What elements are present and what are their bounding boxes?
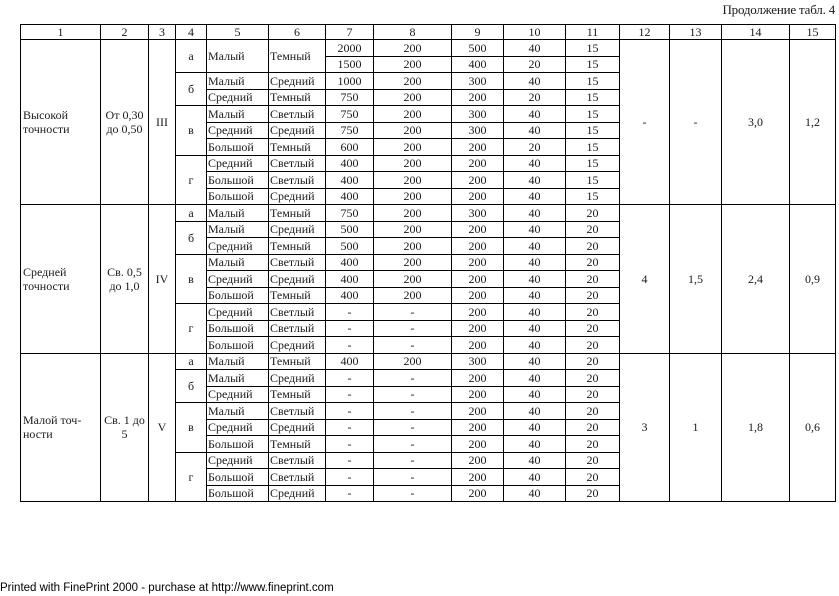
- illuminance-single-cell: 200: [452, 403, 504, 420]
- glare-index-cell: 20: [504, 139, 566, 156]
- illuminance-single-cell: 200: [452, 271, 504, 288]
- illuminance-general-cell: -: [374, 469, 452, 486]
- glare-index-cell: 40: [504, 469, 566, 486]
- glare-index-cell: 40: [504, 353, 566, 370]
- glare-index-cell: 40: [504, 40, 566, 57]
- pulsation-coefficient-cell: 15: [566, 188, 620, 205]
- subcategory-cell: б: [176, 370, 207, 403]
- table-row: [21, 40, 836, 57]
- size-range-cell: Св. 0,5 до 1,0: [101, 205, 149, 354]
- illuminance-single-cell: 200: [452, 155, 504, 172]
- illuminance-single-cell: 300: [452, 205, 504, 222]
- glare-index-cell: 40: [504, 304, 566, 321]
- natural-light-top-cell: -: [620, 40, 670, 205]
- contrast-cell: Малый: [207, 353, 269, 370]
- natural-light-side-cell: -: [670, 40, 722, 205]
- background-cell: Средний: [269, 485, 326, 502]
- pulsation-coefficient-cell: 15: [566, 122, 620, 139]
- illuminance-general-cell: -: [374, 419, 452, 436]
- work-category-cell: III: [149, 40, 176, 205]
- contrast-cell: Средний: [207, 419, 269, 436]
- illuminance-single-cell: 200: [452, 485, 504, 502]
- glare-index-cell: 40: [504, 370, 566, 387]
- pulsation-coefficient-cell: 20: [566, 221, 620, 238]
- subcategory-cell: г: [176, 452, 207, 502]
- illuminance-general-cell: 200: [374, 287, 452, 304]
- contrast-cell: Большой: [207, 485, 269, 502]
- illuminance-general-cell: 200: [374, 122, 452, 139]
- illuminance-combined-cell: -: [326, 320, 374, 337]
- column-header-11: 11: [566, 25, 620, 40]
- background-cell: Темный: [269, 139, 326, 156]
- illuminance-combined-cell: 1500: [326, 56, 374, 73]
- glare-index-cell: 40: [504, 205, 566, 222]
- pulsation-coefficient-cell: 15: [566, 106, 620, 123]
- natural-light-top-cell: 3: [620, 353, 670, 502]
- background-cell: Темный: [269, 89, 326, 106]
- illuminance-general-cell: 200: [374, 89, 452, 106]
- pulsation-coefficient-cell: 20: [566, 254, 620, 271]
- illuminance-general-cell: 200: [374, 353, 452, 370]
- background-cell: Темный: [269, 353, 326, 370]
- contrast-cell: Малый: [207, 40, 269, 73]
- combined-light-side-cell: 0,6: [790, 353, 836, 502]
- pulsation-coefficient-cell: 20: [566, 370, 620, 387]
- illuminance-general-cell: 200: [374, 205, 452, 222]
- glare-index-cell: 40: [504, 337, 566, 354]
- illuminance-combined-cell: 400: [326, 188, 374, 205]
- illuminance-single-cell: 200: [452, 436, 504, 453]
- illuminance-combined-cell: -: [326, 304, 374, 321]
- contrast-cell: Большой: [207, 436, 269, 453]
- illuminance-combined-cell: 1000: [326, 73, 374, 90]
- illuminance-combined-cell: -: [326, 452, 374, 469]
- illuminance-combined-cell: 750: [326, 106, 374, 123]
- pulsation-coefficient-cell: 20: [566, 287, 620, 304]
- illuminance-general-cell: -: [374, 320, 452, 337]
- illuminance-single-cell: 300: [452, 106, 504, 123]
- background-cell: Средний: [269, 419, 326, 436]
- glare-index-cell: 40: [504, 106, 566, 123]
- precision-class-cell: Высокой точности: [21, 40, 101, 205]
- glare-index-cell: 20: [504, 89, 566, 106]
- illuminance-single-cell: 200: [452, 172, 504, 189]
- contrast-cell: Малый: [207, 73, 269, 90]
- pulsation-coefficient-cell: 15: [566, 155, 620, 172]
- combined-light-top-cell: 3,0: [722, 40, 790, 205]
- column-header-8: 8: [374, 25, 452, 40]
- glare-index-cell: 40: [504, 320, 566, 337]
- subcategory-cell: а: [176, 40, 207, 73]
- glare-index-cell: 40: [504, 386, 566, 403]
- pulsation-coefficient-cell: 20: [566, 403, 620, 420]
- illuminance-single-cell: 200: [452, 188, 504, 205]
- background-cell: Средний: [269, 73, 326, 90]
- column-header-13: 13: [670, 25, 722, 40]
- illuminance-general-cell: -: [374, 370, 452, 387]
- column-header-4: 4: [176, 25, 207, 40]
- pulsation-coefficient-cell: 15: [566, 139, 620, 156]
- pulsation-coefficient-cell: 15: [566, 40, 620, 57]
- contrast-cell: Средний: [207, 122, 269, 139]
- illuminance-single-cell: 200: [452, 419, 504, 436]
- combined-light-top-cell: 2,4: [722, 205, 790, 354]
- illuminance-combined-cell: 400: [326, 172, 374, 189]
- pulsation-coefficient-cell: 20: [566, 337, 620, 354]
- illuminance-general-cell: 200: [374, 73, 452, 90]
- contrast-cell: Большой: [207, 188, 269, 205]
- illuminance-combined-cell: -: [326, 370, 374, 387]
- glare-index-cell: 40: [504, 436, 566, 453]
- illuminance-single-cell: 200: [452, 221, 504, 238]
- glare-index-cell: 40: [504, 221, 566, 238]
- contrast-cell: Малый: [207, 370, 269, 387]
- illuminance-single-cell: 200: [452, 320, 504, 337]
- pulsation-coefficient-cell: 20: [566, 469, 620, 486]
- illuminance-general-cell: 200: [374, 56, 452, 73]
- illuminance-single-cell: 300: [452, 122, 504, 139]
- contrast-cell: Малый: [207, 221, 269, 238]
- table-body: [21, 25, 836, 502]
- glare-index-cell: 40: [504, 403, 566, 420]
- natural-light-side-cell: 1: [670, 353, 722, 502]
- pulsation-coefficient-cell: 15: [566, 56, 620, 73]
- pulsation-coefficient-cell: 20: [566, 205, 620, 222]
- illuminance-combined-cell: 2000: [326, 40, 374, 57]
- glare-index-cell: 40: [504, 155, 566, 172]
- contrast-cell: Средний: [207, 386, 269, 403]
- glare-index-cell: 40: [504, 271, 566, 288]
- illuminance-general-cell: -: [374, 436, 452, 453]
- column-header-2: 2: [101, 25, 149, 40]
- column-header-7: 7: [326, 25, 374, 40]
- background-cell: Светлый: [269, 469, 326, 486]
- illuminance-general-cell: 200: [374, 188, 452, 205]
- illuminance-combined-cell: 400: [326, 271, 374, 288]
- pulsation-coefficient-cell: 20: [566, 452, 620, 469]
- header-row: [21, 25, 836, 40]
- column-header-5: 5: [207, 25, 269, 40]
- column-header-1: 1: [21, 25, 101, 40]
- natural-light-side-cell: 1,5: [670, 205, 722, 354]
- subcategory-cell: б: [176, 73, 207, 106]
- contrast-cell: Средний: [207, 271, 269, 288]
- illuminance-general-cell: -: [374, 337, 452, 354]
- pulsation-coefficient-cell: 15: [566, 172, 620, 189]
- illuminance-combined-cell: 500: [326, 238, 374, 255]
- table-caption: Продолжение табл. 4: [722, 2, 835, 17]
- size-range-cell: От 0,30 до 0,50: [101, 40, 149, 205]
- illuminance-combined-cell: 600: [326, 139, 374, 156]
- illuminance-single-cell: 200: [452, 238, 504, 255]
- background-cell: Светлый: [269, 254, 326, 271]
- contrast-cell: Малый: [207, 106, 269, 123]
- background-cell: Средний: [269, 337, 326, 354]
- contrast-cell: Большой: [207, 287, 269, 304]
- background-cell: Средний: [269, 221, 326, 238]
- illuminance-single-cell: 200: [452, 89, 504, 106]
- illuminance-single-cell: 300: [452, 353, 504, 370]
- pulsation-coefficient-cell: 20: [566, 320, 620, 337]
- subcategory-cell: г: [176, 155, 207, 205]
- background-cell: Светлый: [269, 452, 326, 469]
- contrast-cell: Большой: [207, 139, 269, 156]
- illuminance-single-cell: 200: [452, 254, 504, 271]
- subcategory-cell: в: [176, 403, 207, 453]
- pulsation-coefficient-cell: 15: [566, 89, 620, 106]
- illuminance-combined-cell: -: [326, 485, 374, 502]
- glare-index-cell: 40: [504, 419, 566, 436]
- background-cell: Темный: [269, 205, 326, 222]
- pulsation-coefficient-cell: 20: [566, 353, 620, 370]
- contrast-cell: Большой: [207, 337, 269, 354]
- illuminance-general-cell: 200: [374, 172, 452, 189]
- illuminance-general-cell: 200: [374, 271, 452, 288]
- contrast-cell: Большой: [207, 320, 269, 337]
- contrast-cell: Средний: [207, 238, 269, 255]
- pulsation-coefficient-cell: 20: [566, 485, 620, 502]
- illuminance-single-cell: 200: [452, 452, 504, 469]
- illuminance-combined-cell: 400: [326, 353, 374, 370]
- column-header-15: 15: [790, 25, 836, 40]
- illuminance-single-cell: 200: [452, 386, 504, 403]
- illuminance-general-cell: 200: [374, 155, 452, 172]
- illuminance-single-cell: 200: [452, 287, 504, 304]
- illuminance-general-cell: -: [374, 386, 452, 403]
- illuminance-general-cell: 200: [374, 40, 452, 57]
- subcategory-cell: б: [176, 221, 207, 254]
- natural-light-top-cell: 4: [620, 205, 670, 354]
- illuminance-general-cell: 200: [374, 238, 452, 255]
- pulsation-coefficient-cell: 15: [566, 73, 620, 90]
- contrast-cell: Малый: [207, 254, 269, 271]
- pulsation-coefficient-cell: 20: [566, 304, 620, 321]
- illuminance-combined-cell: 750: [326, 122, 374, 139]
- background-cell: Средний: [269, 122, 326, 139]
- subcategory-cell: а: [176, 353, 207, 370]
- work-category-cell: IV: [149, 205, 176, 354]
- illuminance-combined-cell: -: [326, 419, 374, 436]
- glare-index-cell: 40: [504, 172, 566, 189]
- subcategory-cell: в: [176, 106, 207, 156]
- background-cell: Темный: [269, 386, 326, 403]
- illuminance-combined-cell: 400: [326, 254, 374, 271]
- illuminance-combined-cell: -: [326, 469, 374, 486]
- illuminance-combined-cell: -: [326, 403, 374, 420]
- pulsation-coefficient-cell: 20: [566, 238, 620, 255]
- background-cell: Темный: [269, 40, 326, 73]
- contrast-cell: Большой: [207, 172, 269, 189]
- table-row: [21, 205, 836, 222]
- combined-light-side-cell: 0,9: [790, 205, 836, 354]
- illuminance-combined-cell: -: [326, 436, 374, 453]
- illuminance-single-cell: 400: [452, 56, 504, 73]
- background-cell: Средний: [269, 271, 326, 288]
- illuminance-general-cell: 200: [374, 139, 452, 156]
- lighting-norms-table: [20, 24, 836, 502]
- background-cell: Темный: [269, 287, 326, 304]
- illuminance-combined-cell: 400: [326, 287, 374, 304]
- background-cell: Средний: [269, 370, 326, 387]
- background-cell: Светлый: [269, 106, 326, 123]
- illuminance-single-cell: 200: [452, 337, 504, 354]
- contrast-cell: Большой: [207, 469, 269, 486]
- glare-index-cell: 40: [504, 452, 566, 469]
- contrast-cell: Средний: [207, 155, 269, 172]
- illuminance-combined-cell: 750: [326, 205, 374, 222]
- column-header-6: 6: [269, 25, 326, 40]
- background-cell: Средний: [269, 188, 326, 205]
- illuminance-general-cell: -: [374, 485, 452, 502]
- illuminance-general-cell: -: [374, 304, 452, 321]
- illuminance-single-cell: 500: [452, 40, 504, 57]
- background-cell: Светлый: [269, 155, 326, 172]
- background-cell: Темный: [269, 436, 326, 453]
- table-row: [21, 353, 836, 370]
- illuminance-general-cell: -: [374, 403, 452, 420]
- pulsation-coefficient-cell: 20: [566, 271, 620, 288]
- contrast-cell: Средний: [207, 304, 269, 321]
- column-header-10: 10: [504, 25, 566, 40]
- column-header-9: 9: [452, 25, 504, 40]
- size-range-cell: Св. 1 до 5: [101, 353, 149, 502]
- illuminance-single-cell: 200: [452, 139, 504, 156]
- pulsation-coefficient-cell: 20: [566, 436, 620, 453]
- subcategory-cell: в: [176, 254, 207, 304]
- background-cell: Светлый: [269, 320, 326, 337]
- illuminance-combined-cell: 500: [326, 221, 374, 238]
- pulsation-coefficient-cell: 20: [566, 419, 620, 436]
- contrast-cell: Средний: [207, 452, 269, 469]
- illuminance-combined-cell: -: [326, 386, 374, 403]
- subcategory-cell: г: [176, 304, 207, 354]
- column-header-3: 3: [149, 25, 176, 40]
- illuminance-single-cell: 300: [452, 73, 504, 90]
- column-header-14: 14: [722, 25, 790, 40]
- background-cell: Светлый: [269, 172, 326, 189]
- contrast-cell: Малый: [207, 205, 269, 222]
- glare-index-cell: 40: [504, 122, 566, 139]
- glare-index-cell: 40: [504, 485, 566, 502]
- illuminance-general-cell: -: [374, 452, 452, 469]
- glare-index-cell: 40: [504, 73, 566, 90]
- background-cell: Светлый: [269, 403, 326, 420]
- background-cell: Светлый: [269, 304, 326, 321]
- contrast-cell: Средний: [207, 89, 269, 106]
- glare-index-cell: 40: [504, 188, 566, 205]
- glare-index-cell: 40: [504, 238, 566, 255]
- column-header-12: 12: [620, 25, 670, 40]
- precision-class-cell: Малой точ- ности: [21, 353, 101, 502]
- illuminance-combined-cell: -: [326, 337, 374, 354]
- illuminance-single-cell: 200: [452, 304, 504, 321]
- combined-light-side-cell: 1,2: [790, 40, 836, 205]
- illuminance-single-cell: 200: [452, 469, 504, 486]
- background-cell: Темный: [269, 238, 326, 255]
- illuminance-combined-cell: 400: [326, 155, 374, 172]
- illuminance-general-cell: 200: [374, 254, 452, 271]
- illuminance-general-cell: 200: [374, 106, 452, 123]
- illuminance-combined-cell: 750: [326, 89, 374, 106]
- print-footer: Printed with FinePrint 2000 - purchase at http://www.fineprint.com: [0, 582, 334, 594]
- pulsation-coefficient-cell: 20: [566, 386, 620, 403]
- work-category-cell: V: [149, 353, 176, 502]
- combined-light-top-cell: 1,8: [722, 353, 790, 502]
- precision-class-cell: Средней точности: [21, 205, 101, 354]
- illuminance-single-cell: 200: [452, 370, 504, 387]
- glare-index-cell: 40: [504, 254, 566, 271]
- illuminance-general-cell: 200: [374, 221, 452, 238]
- glare-index-cell: 40: [504, 287, 566, 304]
- subcategory-cell: а: [176, 205, 207, 222]
- glare-index-cell: 20: [504, 56, 566, 73]
- contrast-cell: Малый: [207, 403, 269, 420]
